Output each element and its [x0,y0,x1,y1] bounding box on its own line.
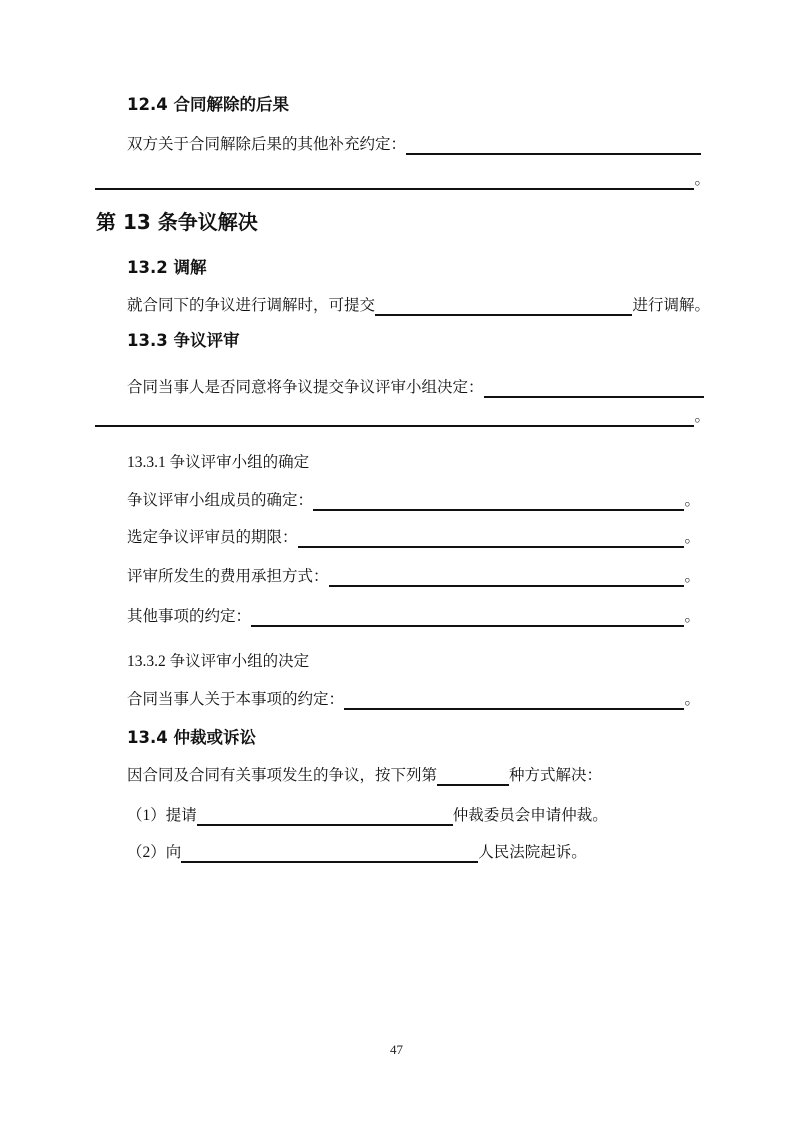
party-agreement-blank[interactable] [344,691,684,710]
supplement-period: 。 [694,171,710,188]
party-agreement-period: 。 [684,691,700,708]
heading-13-3: 13.3 争议评审 [127,331,240,350]
review-submit-period: 。 [694,408,710,425]
heading-13-3-1: 13.3.1 争议评审小组的确定 [127,454,310,471]
litigation-item-label-pre: （2）向 [127,844,182,861]
supplement-label: 双方关于合同解除后果的其他补充约定： [127,136,407,153]
supplement-line [127,135,701,155]
dispute-method-label-post: 种方式解决： [509,767,603,784]
party-agreement-line [127,690,700,710]
panel-member-line [127,491,700,511]
mediation-line [127,296,710,316]
panel-member-blank[interactable] [313,492,684,511]
review-cost-blank[interactable] [329,568,685,587]
arbitration-item-label-pre: （1）提请 [127,807,197,824]
other-matters-blank[interactable] [251,608,684,627]
review-cost-line [127,567,700,587]
supplement-blank[interactable] [406,136,701,155]
arbitration-item-label-post: 仲裁委员会申请仲裁。 [452,807,608,824]
dispute-method-label-pre: 因合同及合同有关事项发生的争议，按下列第 [127,767,438,784]
review-cost-label: 评审所发生的费用承担方式： [127,568,329,585]
review-submit-label: 合同当事人是否同意将争议提交争议评审小组决定： [127,379,484,396]
reviewer-deadline-line [127,528,700,548]
party-agreement-label: 合同当事人关于本事项的约定： [127,691,345,708]
review-cost-period: 。 [684,568,700,585]
other-matters-period: 。 [684,608,700,625]
arbitration-commission-blank[interactable] [197,807,453,826]
supplement-continuation-blank[interactable] [95,171,694,190]
review-submit-continuation-line [95,407,710,427]
mediation-label-pre: 就合同下的争议进行调解时，可提交 [127,297,376,314]
dispute-method-line [127,766,602,786]
reviewer-deadline-blank[interactable] [298,529,685,548]
court-name-blank[interactable] [181,844,478,863]
mediation-blank[interactable] [375,297,632,316]
arbitration-item-line [127,806,608,826]
heading-12-4: 12.4 合同解除的后果 [127,95,289,114]
review-submit-continuation-blank[interactable] [95,408,694,427]
page-number: 47 [390,1042,403,1057]
dispute-method-blank[interactable] [437,767,509,786]
heading-13-4: 13.4 仲裁或诉讼 [127,728,256,747]
heading-13-3-2: 13.3.2 争议评审小组的决定 [127,653,310,670]
supplement-continuation-line [95,170,710,190]
litigation-item-label-post: 人民法院起诉。 [478,844,587,861]
heading-article-13: 第 13 条争议解决 [96,210,258,234]
heading-13-2: 13.2 调解 [127,258,207,277]
review-submit-line [127,378,704,398]
other-matters-line [127,607,700,627]
litigation-item-line [127,843,587,863]
mediation-label-post: 进行调解。 [632,297,710,314]
reviewer-deadline-period: 。 [684,529,700,546]
panel-member-label: 争议评审小组成员的确定： [127,492,314,509]
panel-member-period: 。 [684,492,700,509]
review-submit-blank[interactable] [484,379,704,398]
reviewer-deadline-label: 选定争议评审员的期限： [127,529,298,546]
other-matters-label: 其他事项的约定： [127,608,252,625]
